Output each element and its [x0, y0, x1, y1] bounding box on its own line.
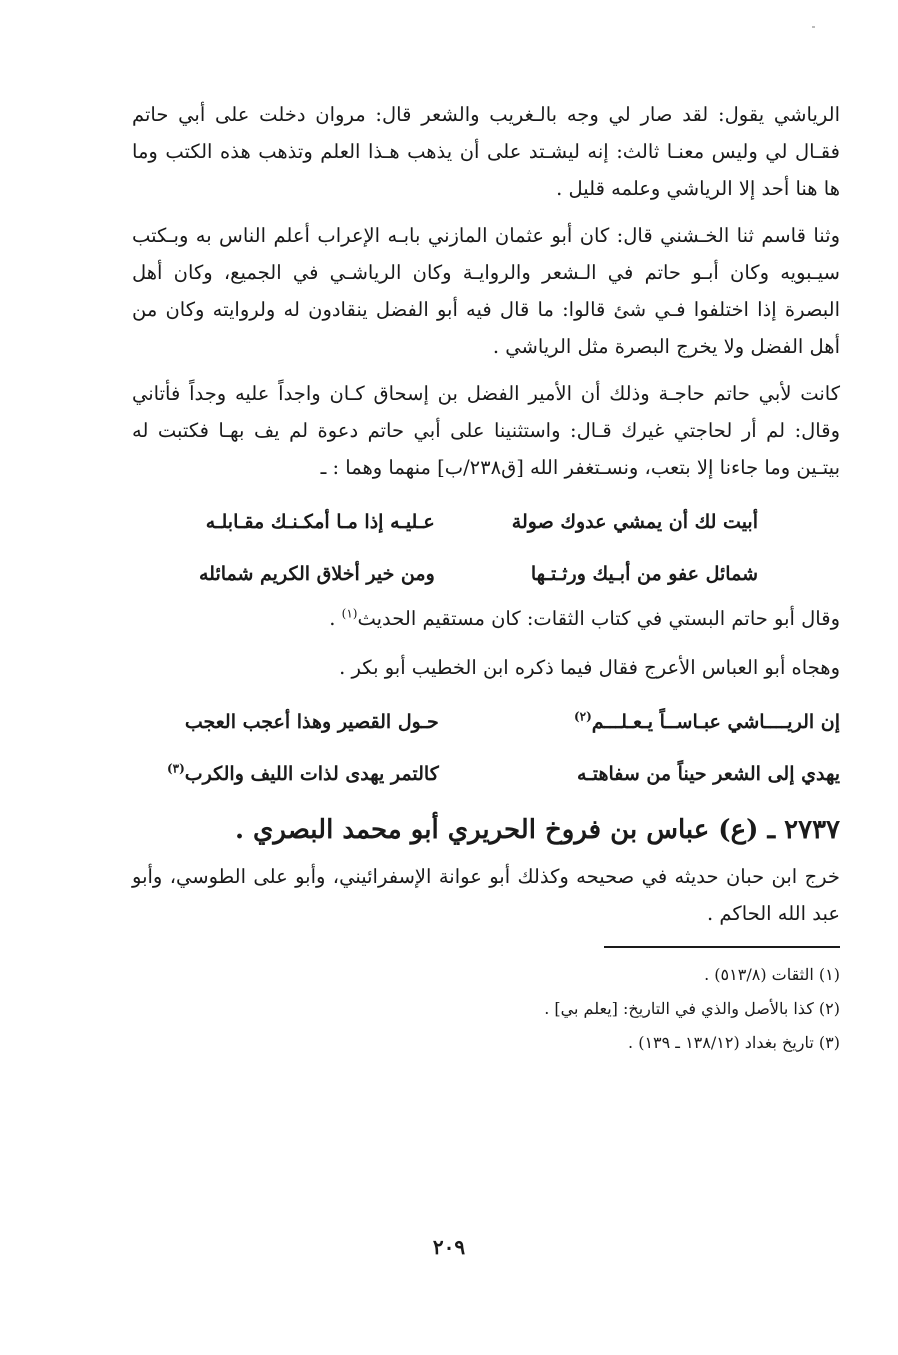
paragraph-4-end: . [329, 607, 342, 630]
verse-second-hemistich: عـليـه إذا مـا أمكـنـك مقـابلـه [205, 511, 435, 533]
footnote-3: (٣) تاريخ بغداد (١٣٨/١٢ ـ ١٣٩) . [628, 1033, 840, 1052]
paragraph-5: وهجاه أبو العباس الأعرج فقال فيما ذكره ابن الخطيب أبو بكر . [339, 656, 840, 679]
footnote-ref-1[interactable]: (١) [341, 606, 358, 621]
footnotes [132, 958, 840, 1060]
paragraph-4 [132, 600, 840, 637]
paragraph-2: وثنا قاسم ثنا الخـشني قال: كان أبو عثمان المازني بابـه الإعراب أعلم الناس به وبـكتب سيـبويه وكان أبـو حاتم في الـشعر والروايـة وكان الرياشـي في الجميع، وكان أهل البصرة إذا اختلفوا فـي شئ قالوا: ما قال فيه أبو الفضل ينقادون له ولروايته وكان من أهل الفضل ولا يخرج البصرة مثل الرياشي . [132, 224, 840, 358]
verse-first-hemistich: أبيت لك أن يمشي عدوك صولة [511, 511, 758, 533]
verse-line [132, 696, 840, 748]
paragraph-3: كانت لأبي حاتم حاجـة وذلك أن الأمير الفضل بن إسحاق كـان واجداً عليه وجداً فأتاني وقال: لم أر لحاجتي غيرك قـال: واستثنينا على أبي حاتم دعوة لم يف بهـا فكتبت له بيتـين وما جاءنا إلا بتعب، ونسـتغفر الله [ق٢٣٨/ب] منهما وهما : ـ [132, 382, 840, 479]
verse-first-hemistich: شمائل عفو من أبـيك ورثـتـها [530, 563, 758, 585]
verse-text: كالتمر يهدى لذات الليف والكرب [184, 763, 439, 785]
footnote-divider [604, 946, 840, 948]
verse-second-hemistich: ومن خير أخلاق الكريم شمائله [198, 563, 435, 585]
entry-heading: ٢٧٣٧ ـ (ع) عباس بن فروخ الحريري أبو محمد البصري . [234, 815, 840, 845]
page-body [132, 96, 840, 1060]
verse-text: إن الريــــاشي عبـاســاً يـعـلـــم [591, 711, 840, 733]
poem-2 [132, 696, 840, 800]
verse-second-hemistich: حـول القصير وهذا أعجب العجب [184, 711, 439, 733]
page-number: ٢٠٩ [432, 1235, 466, 1259]
footnote-1: (١) الثقات (٥١٣/٨) . [704, 965, 840, 984]
poem-1 [132, 496, 840, 600]
paragraph-1: الرياشي يقول: لقد صار لي وجه بالـغريب والشعر قال: مروان دخلت على أبي حاتم فقـال لي وليس معنـا ثالث: إنه ليشـتد على أن يذهب هـذا العلم وتذهب هذه الكتب وما ها هنا أحد إلا الرياشي وعلمه قليل . [132, 103, 840, 200]
paragraph-4-text: وقال أبو حاتم البستي في كتاب الثقات: كان مستقيم الحديث [357, 607, 840, 630]
scan-speck [812, 26, 815, 28]
verse-line [132, 548, 840, 600]
verse-first-hemistich [507, 696, 840, 748]
verse-second-hemistich [132, 748, 465, 800]
verse-first-hemistich: يهدي إلى الشعر حيناً من سفاهتـه [576, 763, 840, 785]
verse-line [132, 748, 840, 800]
footnote-ref-3[interactable]: (٣) [166, 761, 185, 776]
verse-line [132, 496, 840, 548]
footnote-ref-2[interactable]: (٢) [573, 709, 592, 724]
paragraph-6: خرج ابن حبان حديثه في صحيحه وكذلك أبو عوانة الإسفرائيني، وأبو على الطوسي، وأبو عبد الله الحاكم . [132, 865, 840, 925]
footnote-2: (٢) كذا بالأصل والذي في التاريخ: [يعلم بي] . [544, 999, 840, 1018]
